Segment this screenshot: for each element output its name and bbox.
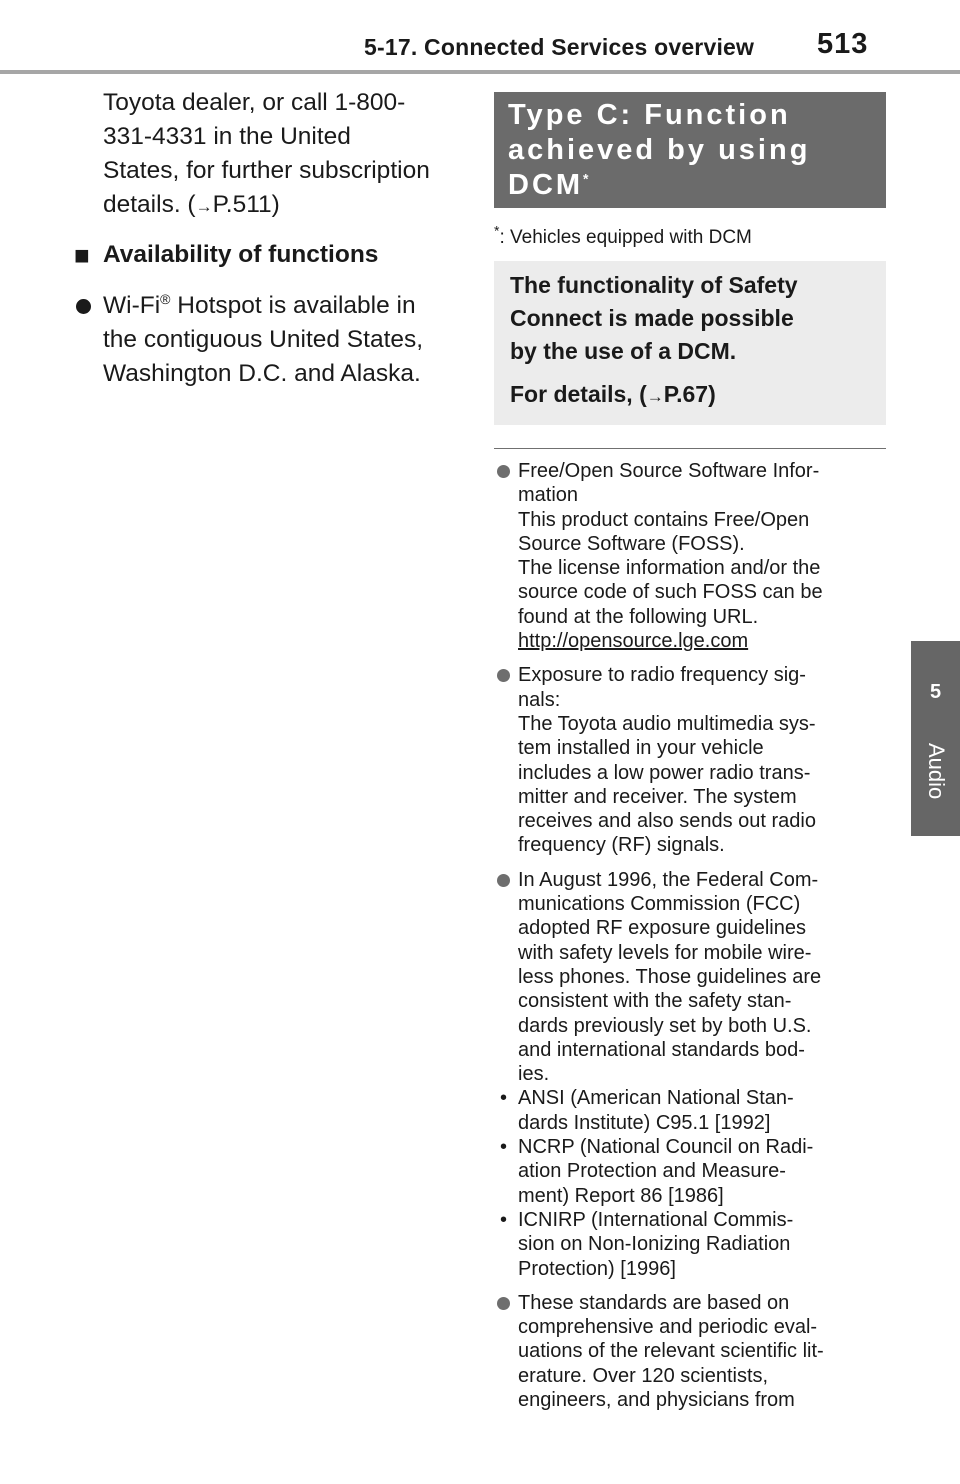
text-line: Washington D.C. and Alaska. <box>103 360 421 387</box>
bullet-dot-icon <box>497 1297 510 1310</box>
text-line: States, for further subscription <box>103 157 430 184</box>
text-line: the contiguous United States, <box>103 326 424 353</box>
left-column <box>74 86 460 391</box>
text-line: and international standards bod- <box>518 1038 805 1061</box>
footnote-marker: * <box>583 170 592 187</box>
square-bullet-icon: ■ <box>74 240 90 270</box>
bullet-dot-icon <box>76 299 91 314</box>
text-line: ation Protection and Measure- <box>518 1160 786 1183</box>
bullet-dot-icon <box>497 669 510 682</box>
note-radio-frequency <box>494 663 886 857</box>
section-header-title: 5-17. Connected Services overview <box>364 34 755 60</box>
notes-divider <box>494 448 886 449</box>
text-line: Toyota dealer, or call 1-800- <box>103 89 406 116</box>
right-column <box>494 92 886 1422</box>
text-line: Exposure to radio frequency sig- <box>518 664 806 687</box>
text-line: adopted RF exposure guidelines <box>518 917 806 940</box>
heading-line <box>508 168 886 203</box>
text-line: includes a low power radio trans- <box>518 761 811 784</box>
bullet-dot-icon <box>497 465 510 478</box>
text-line: munications Commission (FCC) <box>518 893 801 916</box>
text-line: frequency (RF) signals. <box>518 834 725 857</box>
header-divider <box>0 70 960 74</box>
bullet-dot-icon <box>497 874 510 887</box>
text-line: dards Institute) C95.1 [1992] <box>518 1111 771 1134</box>
text-line: nals: <box>518 688 561 711</box>
page-number: 513 <box>817 28 869 60</box>
safety-connect-info-box <box>494 261 886 425</box>
text-line: tem installed in your vehicle <box>518 737 764 760</box>
standard-item-ansi <box>494 1086 886 1135</box>
text-line: The functionality of Safety <box>510 272 798 298</box>
note-standards <box>494 1291 886 1412</box>
foss-url-link[interactable]: http://opensource.lge.com <box>518 630 749 653</box>
text-line: source code of such FOSS can be <box>518 581 823 604</box>
note-fcc <box>494 868 886 1281</box>
text-line: ies. <box>518 1063 550 1086</box>
text-line: NCRP (National Council on Radi- <box>518 1136 814 1159</box>
chapter-side-tab <box>911 641 960 836</box>
chapter-number: 5 <box>929 681 942 703</box>
text-line: less phones. Those guidelines are <box>518 965 822 988</box>
text-segment: Wi-Fi <box>103 292 161 319</box>
page-reference: P.511) <box>212 191 280 218</box>
note-foss <box>494 459 886 653</box>
notes-list <box>494 459 886 1412</box>
text-segment: Hotspot is available in <box>170 292 416 319</box>
text-line: These standards are based on <box>518 1291 790 1314</box>
text-line: ICNIRP (International Commis- <box>518 1208 794 1231</box>
text-line: comprehensive and periodic eval- <box>518 1316 818 1339</box>
text-line: The license information and/or the <box>518 557 821 580</box>
text-line: erature. Over 120 scientists, <box>518 1364 769 1387</box>
text-line: found at the following URL. <box>518 605 759 628</box>
type-c-heading-box <box>494 92 886 208</box>
text-line: sion on Non-Ionizing Radiation <box>518 1233 791 1256</box>
arrow-right-icon: → <box>195 197 213 216</box>
text-line: uations of the relevant scientific lit- <box>518 1340 824 1363</box>
text-line: Source Software (FOSS). <box>518 532 745 555</box>
text-line: consistent with the safety stan- <box>518 990 792 1013</box>
text-line: mation <box>518 484 579 507</box>
heading-segment: DCM <box>508 169 584 201</box>
availability-section-heading <box>74 238 460 272</box>
registered-mark: ® <box>160 290 171 307</box>
text-line <box>103 188 460 224</box>
text-line: dards previously set by both U.S. <box>518 1014 812 1037</box>
arrow-right-icon: → <box>646 387 664 406</box>
text-line: In August 1996, the Federal Com- <box>518 868 819 891</box>
small-bullet-icon: • <box>500 1208 508 1231</box>
page-reference: P.67) <box>663 381 716 407</box>
text-line: Protection) [1996] <box>518 1257 676 1280</box>
footnote <box>494 222 886 249</box>
text-line: by the use of a DCM. <box>510 338 737 364</box>
text-line <box>103 289 460 323</box>
text-line: Connect is made possible <box>510 305 794 331</box>
text-line: The Toyota audio multimedia sys- <box>518 712 816 735</box>
text-line: This product contains Free/Open <box>518 508 810 531</box>
small-bullet-icon: • <box>500 1087 508 1110</box>
text-segment: For details, ( <box>510 381 647 407</box>
section-heading-text: Availability of functions <box>103 241 379 268</box>
standard-item-ncrp <box>494 1135 886 1208</box>
text-line: with safety levels for mobile wire- <box>518 941 812 964</box>
standard-item-icnirp <box>494 1208 886 1281</box>
text-line: Free/Open Source Software Infor- <box>518 460 820 482</box>
continued-paragraph <box>74 86 460 224</box>
small-bullet-icon: • <box>500 1136 508 1159</box>
text-line: mitter and receiver. The system <box>518 785 797 808</box>
text-line: ANSI (American National Stan- <box>518 1087 794 1110</box>
text-line: ment) Report 86 [1986] <box>518 1184 724 1207</box>
heading-line: Type C: Function <box>508 99 791 131</box>
text-segment: details. ( <box>103 191 196 218</box>
footnote-marker: * <box>494 222 500 239</box>
text-line: receives and also sends out radio <box>518 810 816 833</box>
text-line: engineers, and physicians from <box>518 1388 795 1411</box>
wifi-bullet-item <box>74 289 460 391</box>
heading-line: achieved by using <box>508 134 811 166</box>
footnote-text: : Vehicles equipped with DCM <box>499 227 752 248</box>
text-line: 331-4331 in the United <box>103 123 351 150</box>
text-line <box>510 378 886 413</box>
chapter-label: Audio <box>924 743 949 800</box>
